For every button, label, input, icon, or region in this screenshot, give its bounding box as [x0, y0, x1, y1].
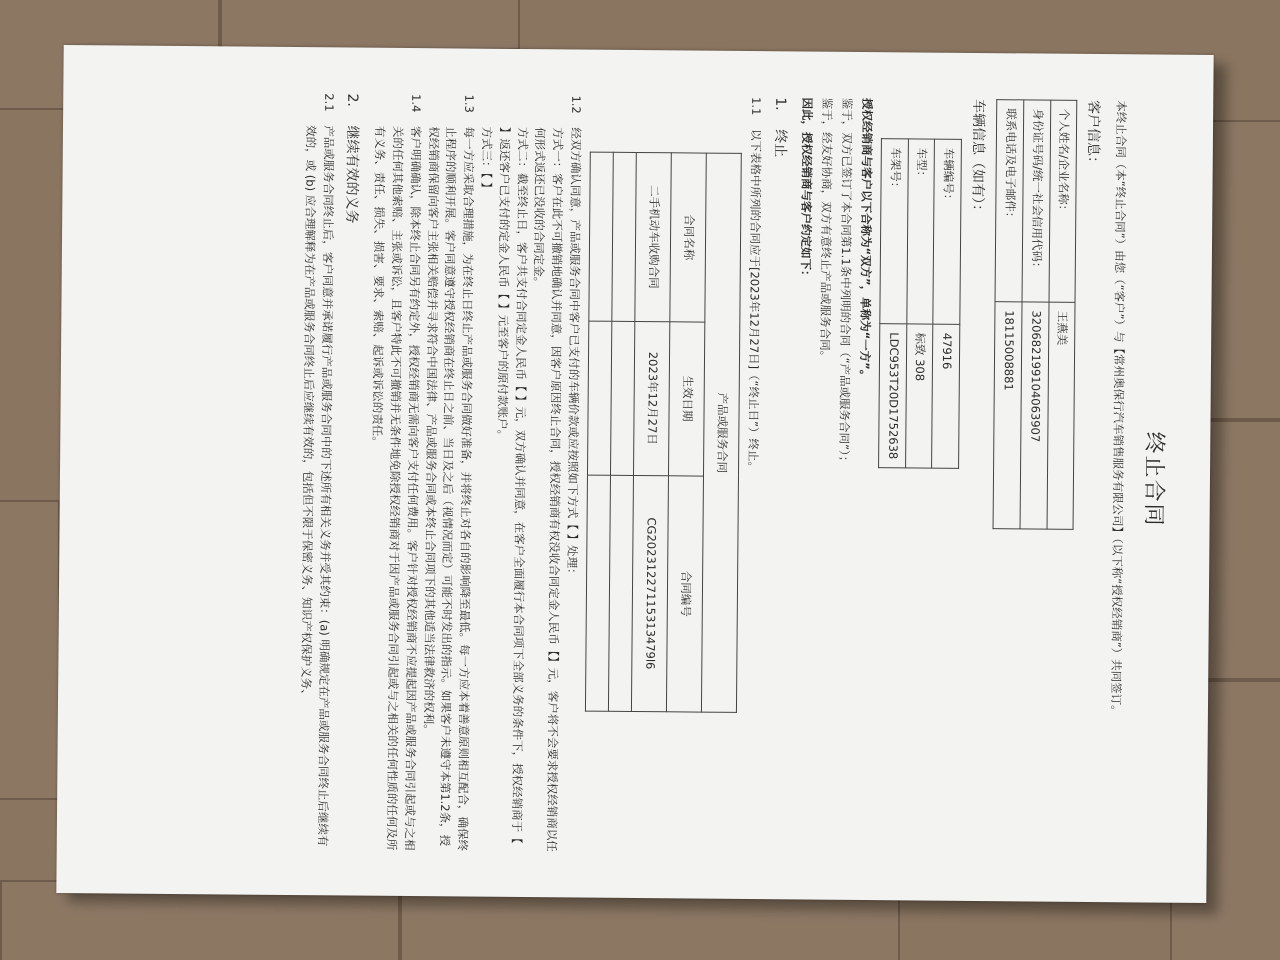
table-row — [932, 139, 962, 468]
intro-paragraph: 本终止合同（本“终止合同”）由您（“客户”）与【常州奥保行汽车销售服务有限公司】（以下称“授权经销商”）共同签订。 — [1108, 100, 1129, 717]
empty-cell — [611, 321, 635, 475]
agreement-statement: 因此，授权经销商与客户约定如下： — [799, 97, 815, 282]
clause-1-3 — [417, 94, 477, 852]
effective-date-cell: 2023年12月27日 — [634, 321, 670, 475]
table-row — [586, 152, 614, 711]
floor-tile — [220, 0, 520, 50]
empty-cell — [586, 475, 611, 712]
paper-sheet — [56, 45, 1213, 903]
clause-body — [471, 127, 584, 854]
document-title: 终止合同 — [1140, 431, 1167, 528]
whereas-clause-2: 鉴于，经友好协商，双方有意终止产品或服务合同。 — [818, 97, 835, 363]
customer-id-label: 身份证号码/统一社会信用代码： — [1022, 100, 1051, 302]
vehicle-model-label: 车型： — [906, 139, 934, 324]
table-row — [667, 153, 707, 712]
clause-number: 1.3 — [462, 94, 477, 113]
option-one: 方式一：客户在此不可撤销地确认并同意，因客户原因终止合同，授权经销商有权没收合同定金人民币【】元，客户将不会要求授权经销商以任何形式返还已没收的合同定金。 — [532, 127, 566, 852]
service-contract-table — [585, 152, 742, 713]
customer-name-value: 王燕美 — [1047, 302, 1076, 529]
vehicle-section-heading: 车辆信息（如有）： — [969, 98, 987, 219]
clause-number: 1.1 — [749, 96, 764, 116]
table-row — [1047, 100, 1078, 529]
customer-section-heading: 客户信息： — [1084, 99, 1102, 171]
section-title: 继续有效的义务 — [343, 125, 361, 224]
termination-contract — [56, 45, 1213, 903]
section-number: 2. — [344, 93, 361, 107]
customer-contact-value: 18115008881 — [993, 302, 1022, 529]
empty-cell — [612, 152, 636, 321]
column-header: 合同名称 — [670, 153, 706, 322]
customer-id-value: 320682199104063907 — [1020, 302, 1049, 529]
clause-number: 1.2 — [569, 95, 584, 114]
floor-tile — [0, 500, 60, 800]
vehicle-number-value: 47916 — [932, 324, 960, 468]
customer-name-label: 个人姓名/企业名称： — [1049, 100, 1078, 302]
table-row — [878, 139, 908, 468]
section-number: 1. — [771, 97, 788, 111]
clause-text: 经双方确认同意，产品或服务合同中客户已支付的车辆价款或应按照如下方式【 】处理： — [565, 127, 584, 580]
contract-number-cell: CG20231227115313479l6 — [632, 475, 669, 712]
clause-text: 以下表格中所列的合同应于[2023年12月27日]（“终止日”）终止。 — [745, 128, 763, 474]
table-row — [632, 152, 672, 711]
table-row — [702, 153, 742, 712]
clause-2-1 — [295, 93, 337, 851]
table-row — [993, 100, 1024, 529]
parties-definition: 授权经销商与客户以下合称为“双方”，单称为“一方”。 — [857, 97, 875, 382]
empty-cell — [609, 475, 634, 712]
clause-1-1 — [740, 97, 764, 855]
clause-text: 每一方应采取合理措施，为在终止日终止产品或服务合同做好准备，并将终止对各自的影响降至最低。每一方应本着善意原则相互配合，确保终止程序的顺利开展。客户同意遵守授权经销商在终止日之前、当日及之后（视情况而定）可能不时发出的指示。如果客户未遵守本第1.2条，授权经销商保留向客户主张相关赔偿并寻求符合中国法律、产品或服务合同或本终止合同项下的其他适当法律救济的权利。 — [421, 126, 477, 852]
table-header: 产品或服务合同 — [702, 153, 742, 712]
customer-info-table — [993, 99, 1078, 530]
option-two: 方式二：截至终止日，客户共支付合同定金人民币【 】元，双方确认并同意，在客户全面履行本合同项下全部义务的条件下，授权经销商于【 】返还客户已支付的定金人民币【 】元至客户的原付款账户。 — [495, 126, 530, 844]
customer-contact-label: 联系电话及电子邮件： — [995, 100, 1024, 302]
table-row — [609, 152, 637, 711]
section-title: 终止 — [771, 129, 788, 158]
clause-1-2 — [471, 95, 584, 854]
vehicle-info-table — [878, 138, 962, 469]
section-2-heading — [334, 93, 362, 851]
whereas-clause-1: 鉴于，双方已签订了本合同第1.1条中列明的合同（“产品或服务合同”）； — [837, 97, 855, 468]
column-header: 合同编号 — [667, 475, 704, 712]
clause-1-4 — [364, 94, 424, 852]
clause-text: 产品或服务合同终止后，客户同意并承诺履行产品或服务合同中的下述所有相关义务并受其约束：(a) 明确规定在产品或服务合同终止后继续有效的，或 (b) 应合理解释为在产品或服务合同终止后应继续有效的，包括但不限于保密义务、知识产权保护义务、 — [298, 125, 336, 847]
empty-cell — [589, 152, 613, 321]
clause-number: 1.4 — [408, 94, 424, 113]
clause-number: 2.1 — [321, 93, 336, 112]
vin-label: 车架号： — [880, 139, 908, 324]
table-row — [1020, 100, 1051, 529]
vehicle-number-label: 车辆编号： — [933, 139, 961, 324]
vin-value: LDC953T20D1752638 — [878, 324, 906, 468]
empty-cell — [588, 321, 612, 475]
column-header: 生效日期 — [669, 321, 705, 475]
clause-text: 客户明确确认，除本终止合同另有约定外，授权经销商无需向客户支付任何费用。客户针对授权经销商不应提起因产品或服务合同引起或与之相关的任何其他索赔、主张或诉讼，且客户特此不可撤销并无条件地免除授权经销商对于因产品或服务合同引起或与之相关的任何性质的任何及所有义务、责任、损失、损害、要求、索赔、起诉或诉讼的责任。 — [370, 125, 423, 851]
section-1-heading — [762, 97, 790, 855]
contract-name-cell: 二手机动车收购合同 — [635, 152, 671, 321]
table-row — [905, 139, 935, 468]
option-three: 方式三：【 】 — [479, 126, 495, 194]
vehicle-model-value: 标致 308 — [905, 324, 933, 468]
